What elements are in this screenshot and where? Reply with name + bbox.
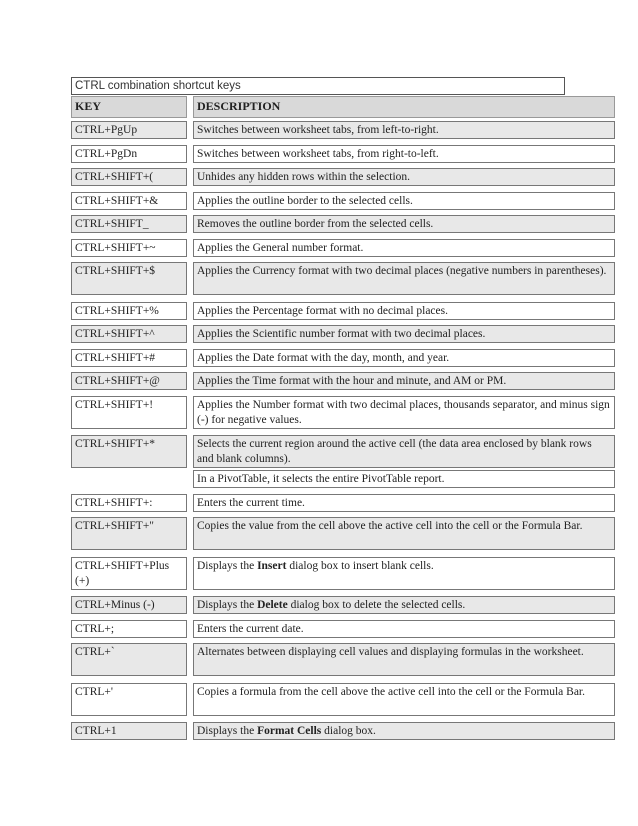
- description-text: Applies the Date format with the day, month, and year.: [197, 352, 450, 364]
- description-text: Displays the: [197, 560, 258, 572]
- header-description: DESCRIPTION: [193, 96, 615, 118]
- shortcut-description: [193, 683, 615, 716]
- description-text: Applies the Currency format with two decimal places (negative numbers in parentheses).: [197, 265, 607, 277]
- description-text: Enters the current date.: [197, 623, 304, 635]
- shortcut-key: CTRL+SHIFT+$: [71, 262, 187, 295]
- shortcut-key: CTRL+1: [71, 722, 187, 740]
- description-text: Applies the Time format with the hour and minute, and AM or PM.: [197, 375, 507, 387]
- description-text: Switches between worksheet tabs, from right-to-left.: [197, 148, 439, 160]
- shortcut-key: CTRL+SHIFT+(: [71, 168, 187, 186]
- shortcut-key: CTRL+SHIFT+Plus (+): [71, 557, 187, 590]
- shortcut-description: [193, 121, 615, 139]
- shortcut-description: [193, 372, 615, 390]
- description-text: Unhides any hidden rows within the selection.: [197, 171, 411, 183]
- shortcut-description: [193, 643, 615, 676]
- description-text: Displays the: [197, 599, 258, 611]
- shortcut-key: CTRL+SHIFT_: [71, 215, 187, 233]
- description-text-end: dialog box.: [321, 725, 376, 737]
- description-text: Selects the current region around the active cell (the data area enclosed by blank rows and blank columns).: [197, 438, 592, 465]
- dialog-name: Format Cells: [257, 725, 322, 737]
- shortcut-key: CTRL+SHIFT+:: [71, 494, 187, 512]
- shortcut-description: [193, 215, 615, 233]
- shortcut-description: [193, 262, 615, 295]
- shortcut-key: CTRL+SHIFT+@: [71, 372, 187, 390]
- shortcut-key: CTRL+SHIFT+^: [71, 325, 187, 343]
- shortcut-key: CTRL+SHIFT+*: [71, 435, 187, 468]
- description-text: Switches between worksheet tabs, from left-to-right.: [197, 124, 439, 136]
- shortcut-key: CTRL+SHIFT+!: [71, 396, 187, 429]
- description-text: Displays the: [197, 725, 258, 737]
- description-text: Applies the outline border to the selected cells.: [197, 195, 413, 207]
- shortcut-description: [193, 596, 615, 614]
- shortcut-description: [193, 722, 615, 740]
- dialog-name: Delete: [257, 599, 288, 611]
- shortcut-description: [193, 239, 615, 257]
- shortcut-key: CTRL+': [71, 683, 187, 716]
- shortcut-key: CTRL+SHIFT+%: [71, 302, 187, 320]
- shortcut-description: [193, 145, 615, 163]
- shortcut-key: CTRL+SHIFT+~: [71, 239, 187, 257]
- shortcut-description: [193, 620, 615, 638]
- shortcut-description: [193, 168, 615, 186]
- description-text: Copies a formula from the cell above the active cell into the cell or the Formula Bar.: [197, 686, 585, 698]
- shortcut-key: CTRL+PgUp: [71, 121, 187, 139]
- description-text: Applies the Scientific number format with two decimal places.: [197, 328, 486, 340]
- shortcut-description-note: In a PivotTable, it selects the entire PivotTable report.: [193, 470, 615, 488]
- shortcut-description: [193, 302, 615, 320]
- shortcut-description: [193, 557, 615, 590]
- header-key: KEY: [71, 96, 187, 118]
- shortcut-description: [193, 517, 615, 550]
- dialog-name: Insert: [257, 560, 287, 572]
- description-text-end: dialog box to delete the selected cells.: [287, 599, 466, 611]
- table-title: CTRL combination shortcut keys: [71, 77, 565, 95]
- description-text: Applies the Percentage format with no decimal places.: [197, 305, 448, 317]
- shortcut-key: CTRL+SHIFT+": [71, 517, 187, 550]
- description-text-end: dialog box to insert blank cells.: [286, 560, 434, 572]
- shortcut-key: CTRL+`: [71, 643, 187, 676]
- shortcut-description: [193, 349, 615, 367]
- shortcut-key: CTRL+;: [71, 620, 187, 638]
- description-text: Alternates between displaying cell values and displaying formulas in the worksheet.: [197, 646, 584, 658]
- shortcut-description: [193, 494, 615, 512]
- description-text: Applies the General number format.: [197, 242, 364, 254]
- description-text: Applies the Number format with two decimal places, thousands separator, and minus sign (-) for negative values.: [197, 399, 610, 426]
- shortcut-key: CTRL+Minus (-): [71, 596, 187, 614]
- description-text: Enters the current time.: [197, 497, 305, 509]
- shortcut-key: CTRL+PgDn: [71, 145, 187, 163]
- description-text: Removes the outline border from the selected cells.: [197, 218, 434, 230]
- shortcut-description: [193, 396, 615, 429]
- shortcut-description: [193, 192, 615, 210]
- shortcut-key: CTRL+SHIFT+&: [71, 192, 187, 210]
- shortcut-key: CTRL+SHIFT+#: [71, 349, 187, 367]
- shortcut-description: [193, 435, 615, 468]
- description-text: Copies the value from the cell above the active cell into the cell or the Formula Bar.: [197, 520, 583, 532]
- shortcut-description: [193, 325, 615, 343]
